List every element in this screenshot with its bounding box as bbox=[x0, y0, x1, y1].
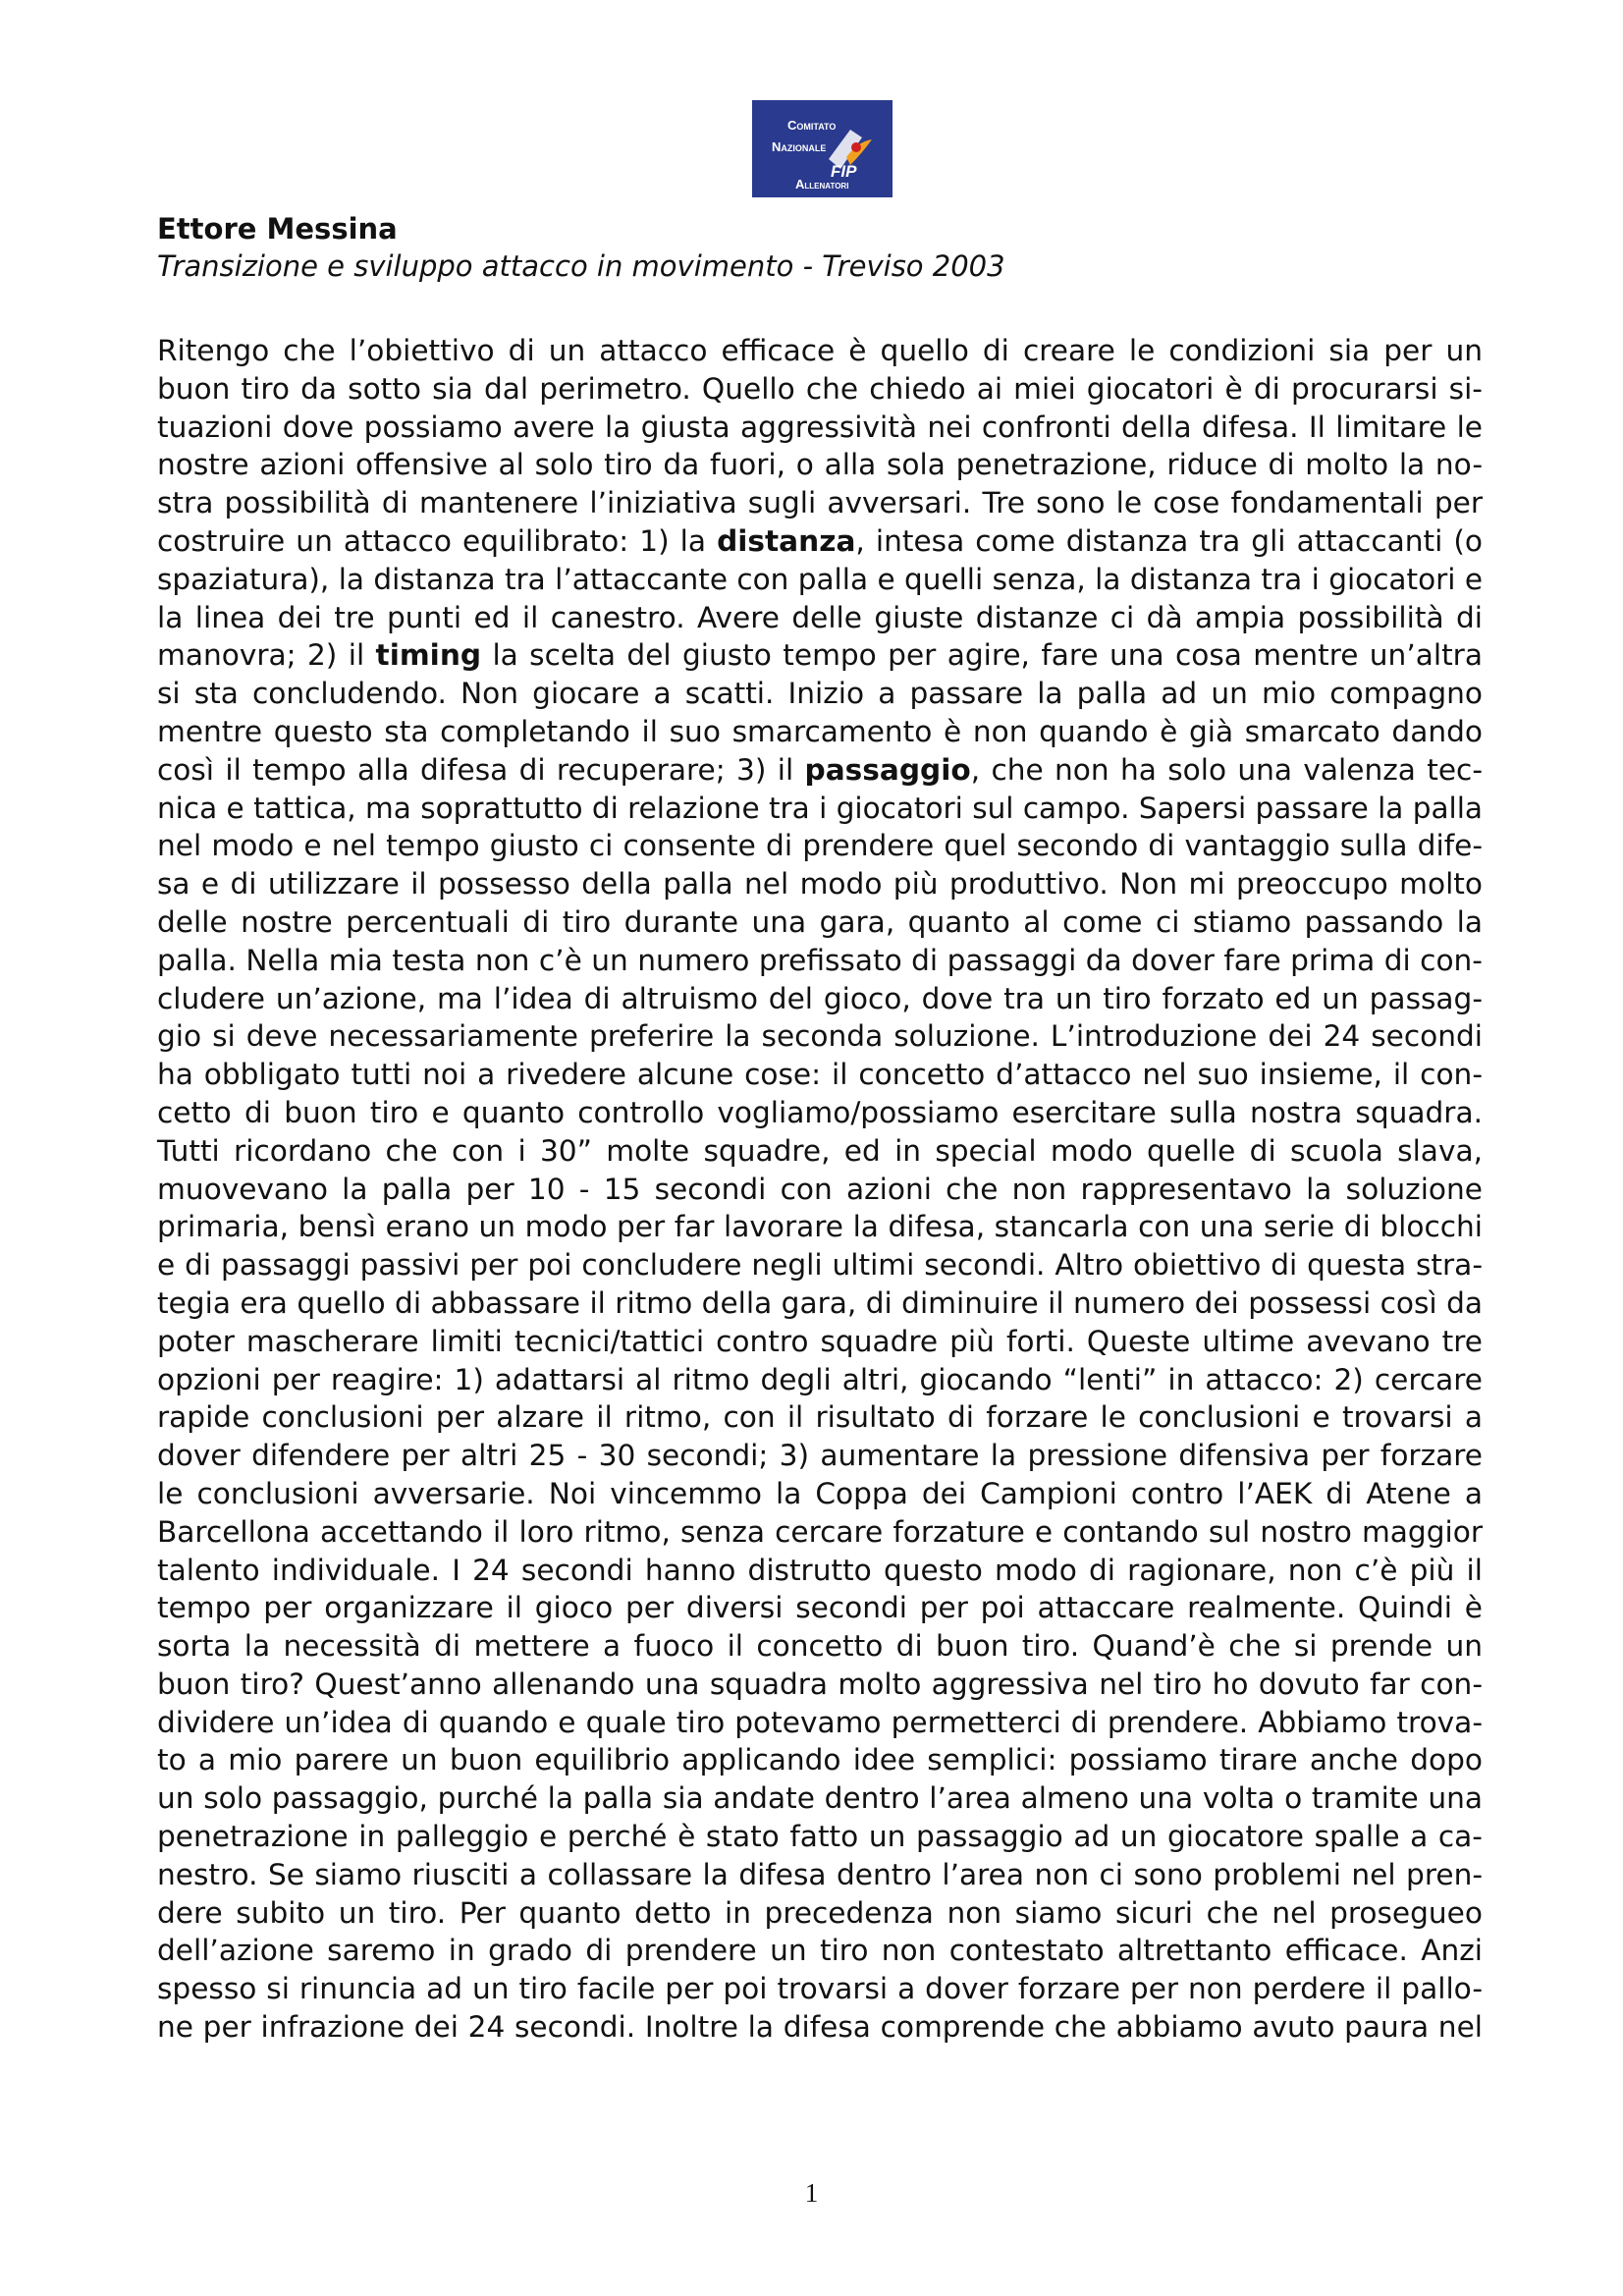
logo-text-allenatori: ALLENATORI bbox=[795, 177, 849, 191]
text-segment: opzioni per reagire: 1) adattarsi al ritmo degli altri, giocando “lenti” in attacco: 2) cercare bbox=[157, 1362, 1483, 1396]
text-segment: spesso si rinuncia ad un tiro facile per poi trovarsi a dover forzare per non perdere il pallo- bbox=[157, 1972, 1483, 2006]
text-line bbox=[157, 2008, 1483, 2047]
text-segment: delle nostre percentuali di tiro durante una gara, quanto al come ci stiamo passando la bbox=[157, 904, 1483, 939]
text-line bbox=[157, 1437, 1483, 1475]
text-segment: , che non ha solo una valenza tec- bbox=[970, 752, 1484, 787]
text-line bbox=[157, 1779, 1483, 1818]
text-segment: manovra; 2) il bbox=[157, 638, 376, 673]
text-line bbox=[157, 1132, 1483, 1171]
text-segment: le conclusioni avversarie. Noi vincemmo la Coppa dei Campioni contro l’AEK di Atene a bbox=[157, 1476, 1483, 1510]
text-segment: dividere un’idea di quando e quale tiro potevamo permetterci di prendere. Abbiamo trova- bbox=[157, 1705, 1483, 1739]
text-line bbox=[157, 522, 1483, 561]
text-line bbox=[157, 980, 1483, 1018]
text-segment: cludere un’azione, ma l’idea di altruismo del gioco, dove tra un tiro forzato ed un passag- bbox=[157, 981, 1483, 1015]
text-segment: dover difendere per altri 25 - 30 secondi; 3) aumentare la pressione difensiva per forzare bbox=[157, 1439, 1483, 1473]
document-subtitle: Transizione e sviluppo attacco in movimento - Treviso 2003 bbox=[157, 249, 1005, 283]
text-segment: spaziatura), la distanza tra l’attaccante con palla e quelli senza, la distanza tra i giocatori e bbox=[157, 562, 1483, 596]
text-segment: dell’azione saremo in grado di prendere un tiro non contestato altrettanto efficace. Anzi bbox=[157, 1934, 1483, 1968]
bold-keyword: distanza bbox=[717, 523, 856, 558]
text-line bbox=[157, 1552, 1483, 1590]
text-segment: dere subito un tiro. Per quanto detto in precedenza non siamo sicuri che nel prosegueo bbox=[157, 1895, 1483, 1930]
text-line bbox=[157, 790, 1483, 828]
text-segment: nestro. Se siamo riusciti a collassare la difesa dentro l’area non ci sono problemi nel pren- bbox=[157, 1857, 1483, 1891]
text-segment: buon tiro? Quest’anno allenando una squadra molto aggressiva nel tiro ho dovuto far con- bbox=[157, 1667, 1483, 1701]
text-line bbox=[157, 1589, 1483, 1627]
text-segment: talento individuale. I 24 secondi hanno distrutto questo modo di ragionare, non c’è più il bbox=[157, 1553, 1483, 1587]
text-segment: la scelta del giusto tempo per agire, fare una cosa mentre un’altra bbox=[481, 638, 1483, 673]
text-line bbox=[157, 1361, 1483, 1399]
text-line bbox=[157, 827, 1483, 865]
text-line bbox=[157, 1323, 1483, 1361]
logo-text-comitato: COMITATO bbox=[787, 118, 837, 133]
text-line bbox=[157, 1094, 1483, 1132]
text-segment: poter mascherare limiti tecnici/tattici contro squadre più forti. Queste ultime avevano tre bbox=[157, 1324, 1483, 1358]
text-line bbox=[157, 561, 1483, 599]
text-segment: la linea dei tre punti ed il canestro. Avere delle giuste distanze ci dà ampia possibilità di bbox=[157, 600, 1483, 634]
text-segment: Tutti ricordano che con i 30” molte squadre, ed in special modo quelle di scuola slava, bbox=[157, 1133, 1483, 1168]
text-line bbox=[157, 713, 1483, 751]
text-line bbox=[157, 1285, 1483, 1323]
text-segment: gio si deve necessariamente preferire la seconda soluzione. L’introduzione dei 24 secondi bbox=[157, 1019, 1483, 1054]
text-line bbox=[157, 446, 1483, 484]
text-segment: stra possibilità di mantenere l’iniziativa sugli avversari. Tre sono le cose fondamentali per bbox=[157, 486, 1483, 520]
text-segment: mentre questo sta completando il suo smarcamento è non quando è già smarcato dando bbox=[157, 714, 1483, 748]
logo-text-fip: FIP bbox=[831, 162, 857, 181]
text-line bbox=[157, 1056, 1483, 1094]
text-segment: un solo passaggio, purché la palla sia andate dentro l’area almeno una volta o tramite una bbox=[157, 1781, 1483, 1816]
text-line bbox=[157, 1741, 1483, 1779]
logo-emblem-icon bbox=[752, 100, 893, 197]
body-paragraph bbox=[157, 332, 1483, 2047]
document-header bbox=[157, 210, 1483, 285]
text-segment: penetrazione in palleggio e perché è stato fatto un passaggio ad un giocatore spalle a ca- bbox=[157, 1820, 1483, 1854]
text-segment: nostre azioni offensive al solo tiro da fuori, o alla sola penetrazione, riduce di molto la no- bbox=[157, 448, 1483, 482]
text-line bbox=[157, 484, 1483, 522]
text-segment: sorta la necessità di mettere a fuoco il concetto di buon tiro. Quand’è che si prende un bbox=[157, 1629, 1483, 1664]
text-segment: buon tiro da sotto sia dal perimetro. Quello che chiedo ai miei giocatori è di procurarsi si- bbox=[157, 371, 1483, 406]
text-line bbox=[157, 1475, 1483, 1513]
text-segment: Ritengo che l’obiettivo di un attacco efficace è quello di creare le condizioni sia per un bbox=[157, 334, 1483, 367]
text-segment: si sta concludendo. Non giocare a scatti. Inizio a passare la palla ad un mio compagno bbox=[157, 677, 1483, 711]
text-line bbox=[157, 1513, 1483, 1552]
text-line bbox=[157, 1208, 1483, 1246]
text-segment: to a mio parere un buon equilibrio applicando idee semplici: possiamo tirare anche dopo bbox=[157, 1743, 1483, 1777]
text-segment: tegia era quello di abbassare il ritmo della gara, di diminuire il numero dei possessi così da bbox=[157, 1285, 1483, 1320]
text-line bbox=[157, 942, 1483, 980]
text-line bbox=[157, 1970, 1483, 2008]
text-line bbox=[157, 1932, 1483, 1970]
text-segment: tempo per organizzare il gioco per diversi secondi per poi attaccare realmente. Quindi è bbox=[157, 1591, 1483, 1625]
text-line bbox=[157, 1017, 1483, 1056]
text-segment: nel modo e nel tempo giusto ci consente di prendere quel secondo di vantaggio sulla dife- bbox=[157, 829, 1483, 863]
text-line bbox=[157, 636, 1483, 675]
text-line bbox=[157, 1246, 1483, 1285]
text-line bbox=[157, 1666, 1483, 1704]
text-segment: Barcellona accettando il loro ritmo, senza cercare forzature e contando sul nostro maggior bbox=[157, 1514, 1483, 1549]
text-line bbox=[157, 1627, 1483, 1666]
text-segment: cetto di buon tiro e quanto controllo vogliamo/possiamo esercitare sulla nostra squadra. bbox=[157, 1095, 1483, 1129]
text-segment: così il tempo alla difesa di recuperare; 3) il bbox=[157, 752, 805, 787]
text-line bbox=[157, 1171, 1483, 1209]
text-segment: ne per infrazione dei 24 secondi. Inoltre la difesa comprende che abbiamo avuto paura nel bbox=[157, 2010, 1483, 2045]
text-line bbox=[157, 599, 1483, 637]
text-segment: tuazioni dove possiamo avere la giusta aggressività nei confronti della difesa. Il limitare le bbox=[157, 410, 1483, 444]
text-segment: , intesa come distanza tra gli attaccanti (o bbox=[855, 523, 1483, 558]
text-segment: ha obbligato tutti noi a rivedere alcune cose: il concetto d’attacco nel suo insieme, il con- bbox=[157, 1058, 1483, 1092]
text-line bbox=[157, 1398, 1483, 1437]
bold-keyword: timing bbox=[375, 638, 482, 673]
text-line bbox=[157, 675, 1483, 713]
text-segment: e di passaggi passivi per poi concludere negli ultimi secondi. Altro obiettivo di questa stra- bbox=[157, 1248, 1483, 1283]
text-segment: palla. Nella mia testa non c’è un numero prefissato di passaggi da dover fare prima di con- bbox=[157, 943, 1483, 977]
text-segment: sa e di utilizzare il possesso della palla nel modo più produttivo. Non mi preoccupo molto bbox=[157, 867, 1483, 902]
text-segment: primaria, bensì erano un modo per far lavorare la difesa, stancarla con una serie di blocchi bbox=[157, 1210, 1483, 1244]
text-segment: rapide conclusioni per alzare il ritmo, con il risultato di forzare le conclusioni e trovarsi a bbox=[157, 1400, 1483, 1435]
author-name: Ettore Messina bbox=[157, 212, 398, 246]
text-line bbox=[157, 1856, 1483, 1894]
text-line bbox=[157, 903, 1483, 942]
page-number: 1 bbox=[804, 2178, 819, 2208]
text-segment: nica e tattica, ma soprattutto di relazione tra i giocatori sul campo. Sapersi passare la palla bbox=[157, 791, 1483, 825]
comitato-nazionale-allenatori-logo bbox=[752, 100, 893, 197]
text-line bbox=[157, 1894, 1483, 1933]
logo-text-nazionale: NAZIONALE bbox=[772, 139, 827, 154]
text-line bbox=[157, 370, 1483, 409]
text-line bbox=[157, 865, 1483, 903]
bold-keyword: passaggio bbox=[804, 752, 971, 787]
text-line bbox=[157, 1818, 1483, 1856]
text-line bbox=[157, 332, 1483, 370]
text-segment: muovevano la palla per 10 - 15 secondi con azioni che non rappresentavo la soluzione bbox=[157, 1172, 1483, 1206]
text-line bbox=[157, 409, 1483, 447]
text-segment: costruire un attacco equilibrato: 1) la bbox=[157, 523, 718, 558]
text-line bbox=[157, 1704, 1483, 1742]
text-line bbox=[157, 751, 1483, 790]
